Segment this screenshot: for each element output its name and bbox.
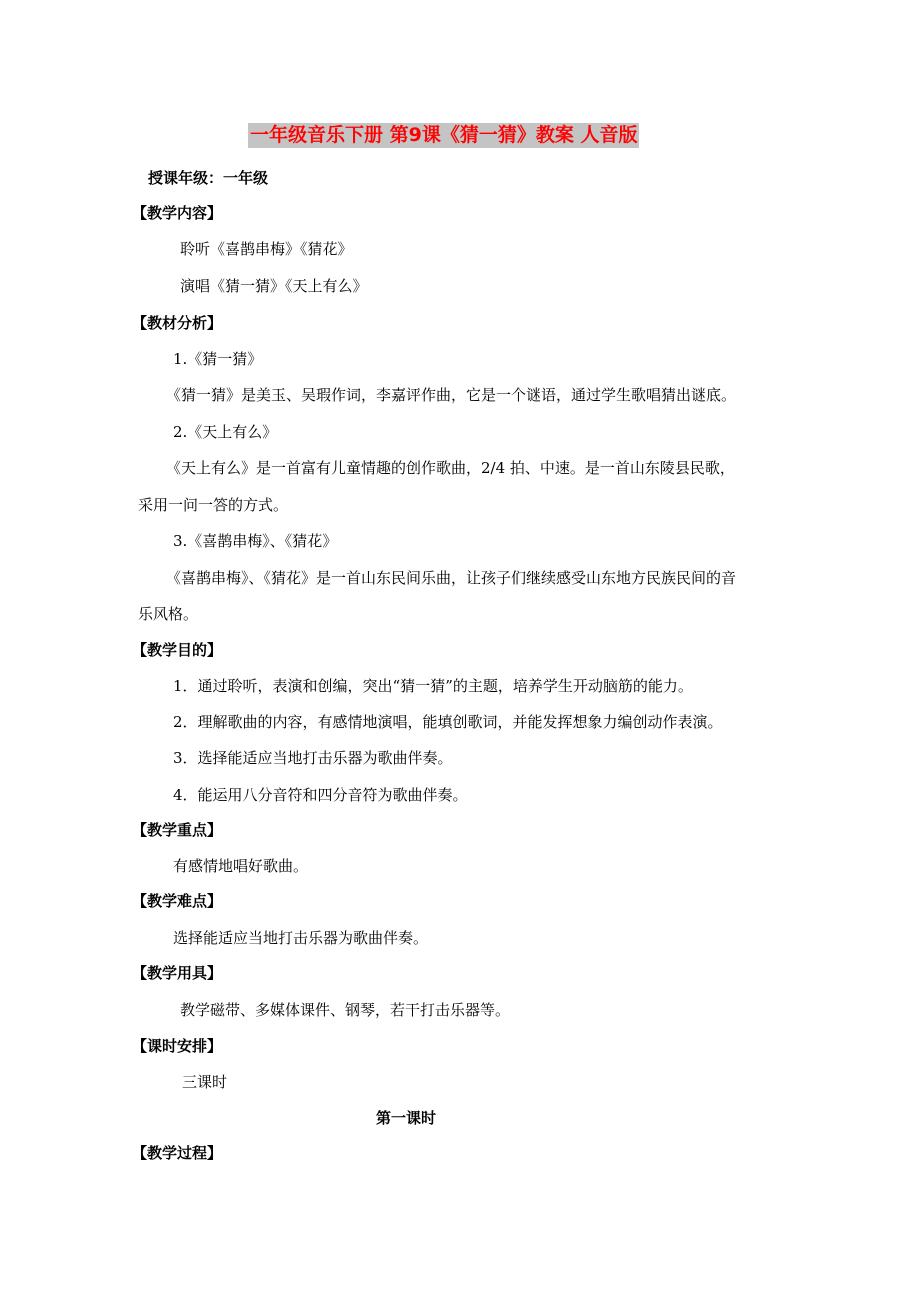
analysis-line: 《猜一猜》是美玉、吴瑕作词，李嘉评作曲，它是一个谜语，通过学生歌唱猜出谜底。 [166, 386, 737, 404]
heading-schedule: 【课时安排】 [132, 1037, 223, 1055]
analysis-line: 乐风格。 [138, 605, 199, 623]
key-text: 有感情地唱好歌曲。 [173, 857, 309, 875]
analysis-line: 采用一问一答的方式。 [138, 496, 289, 514]
goal-item: 1．通过聆听，表演和创编，突出“猜一猜”的主题，培养学生开动脑筋的能力。 [173, 677, 693, 695]
heading-key: 【教学重点】 [132, 821, 223, 839]
heading-goals: 【教学目的】 [132, 641, 223, 659]
analysis-line: 《喜鹊串梅》、《猜花》是一首山东民间乐曲，让孩子们继续感受山东地方民族民间的音 [166, 569, 737, 587]
grade-line: 授课年级：一年级 [148, 169, 269, 187]
heading-process: 【教学过程】 [132, 1144, 223, 1162]
goal-item: 2．理解歌曲的内容，有感情地演唱，能填创歌词，并能发挥想象力编创动作表演。 [173, 713, 723, 731]
analysis-line: 3.《喜鹊串梅》、《猜花》 [173, 532, 338, 550]
heading-tools: 【教学用具】 [132, 964, 223, 982]
tools-text: 教学磁带、多媒体课件、钢琴，若干打击乐器等。 [180, 1001, 511, 1019]
schedule-text: 三课时 [182, 1073, 228, 1091]
analysis-line: 2.《天上有么》 [173, 423, 278, 441]
document-title: 一年级音乐下册 第9课《猜一猜》教案 人音版 [250, 124, 638, 146]
heading-analysis: 【教材分析】 [132, 314, 223, 332]
heading-difficulty: 【教学难点】 [132, 892, 223, 910]
difficulty-text: 选择能适应当地打击乐器为歌曲伴奏。 [173, 929, 429, 947]
content-item: 聆听《喜鹊串梅》《猜花》 [180, 240, 353, 258]
goal-item: 3．选择能适应当地打击乐器为歌曲伴奏。 [173, 749, 453, 767]
lesson-one-heading: 第一课时 [376, 1109, 437, 1127]
goal-item: 4．能运用八分音符和四分音符为歌曲伴奏。 [173, 786, 468, 804]
analysis-line: 《天上有么》是一首富有儿童情趣的创作歌曲，2/4 拍、中速。是一首山东陵县民歌， [166, 459, 735, 477]
analysis-line: 1.《猜一猜》 [173, 350, 263, 368]
content-item: 演唱《猜一猜》《天上有么》 [180, 277, 368, 295]
heading-content: 【教学内容】 [132, 204, 223, 222]
